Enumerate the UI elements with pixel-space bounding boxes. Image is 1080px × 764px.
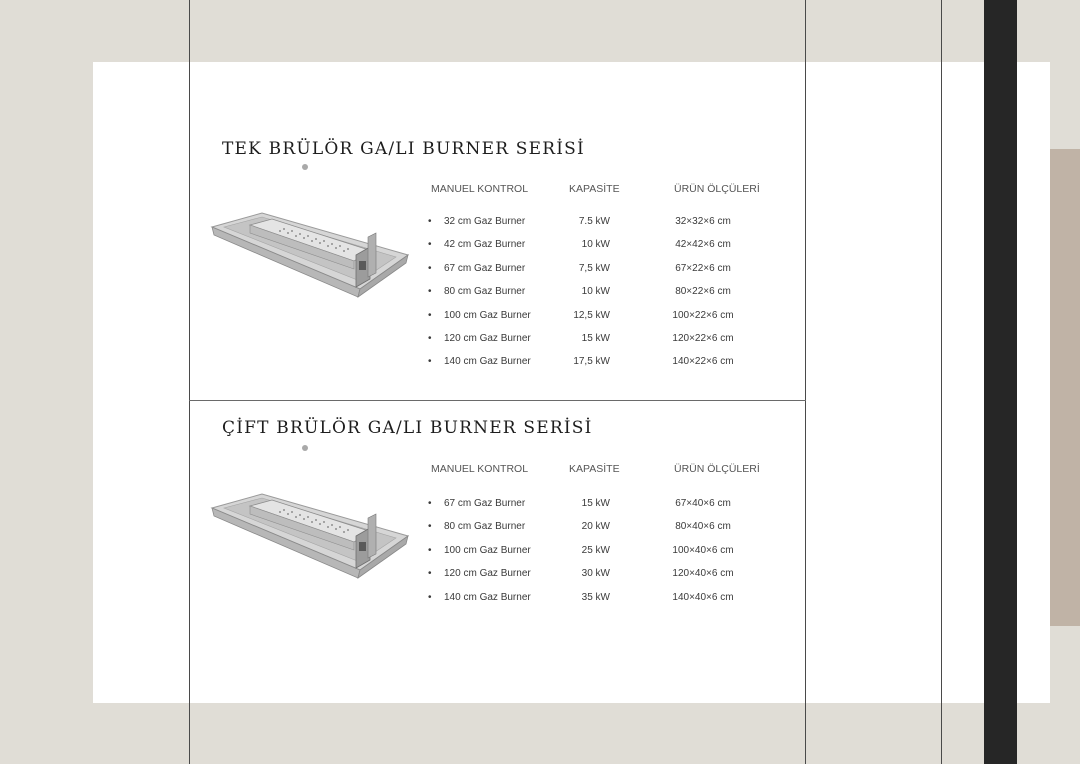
burner-capacity: 15 kW: [581, 498, 610, 509]
bullet-icon: •: [428, 591, 432, 603]
burner-dimensions: 42×42×6 cm: [675, 239, 731, 251]
header-capacity: KAPASİTE: [569, 183, 620, 195]
bullet-icon: •: [428, 521, 432, 533]
tan-accent-block: [1050, 149, 1080, 626]
list-item: [428, 216, 768, 232]
bullet-icon: •: [428, 333, 432, 344]
header-dimensions: ÜRÜN ÖLÇÜLERİ: [674, 463, 760, 475]
burner-capacity: 35 kW: [581, 591, 610, 603]
section-title-single: TEK BRÜLÖR GA/LI BURNER SERİSİ: [222, 139, 585, 159]
burner-name: 120 cm Gaz Burner: [444, 568, 531, 580]
list-item: [428, 592, 768, 608]
list-item: [428, 521, 768, 537]
list-item: [428, 333, 768, 349]
burner-dimensions: 100×22×6 cm: [672, 309, 734, 321]
burner-name: 140 cm Gaz Burner: [444, 356, 531, 368]
burner-capacity: 7.5 kW: [578, 216, 610, 227]
list-item: [428, 263, 768, 279]
section-divider: [189, 400, 806, 401]
burner-name: 42 cm Gaz Burner: [444, 239, 526, 251]
burner-name: 140 cm Gaz Burner: [444, 591, 531, 603]
burner-capacity: 30 kW: [581, 568, 610, 580]
burner-dimensions: 32×32×6 cm: [675, 216, 731, 227]
burner-dimensions: 67×40×6 cm: [675, 498, 731, 509]
list-item: [428, 545, 768, 561]
title-dot: [302, 445, 308, 451]
burner-dimensions: 120×22×6 cm: [672, 333, 734, 344]
list-item: [428, 310, 768, 326]
bullet-icon: •: [428, 262, 432, 274]
burner-capacity: 17,5 kW: [573, 356, 610, 368]
burner-capacity: 12,5 kW: [573, 309, 610, 321]
burner-capacity: 7,5 kW: [578, 262, 610, 274]
burner-dimensions: 67×22×6 cm: [675, 262, 731, 274]
burner-name: 100 cm Gaz Burner: [444, 544, 531, 556]
burner-dimensions: 80×22×6 cm: [675, 286, 731, 298]
burner-dimensions: 140×40×6 cm: [672, 591, 734, 603]
bullet-icon: •: [428, 568, 432, 580]
guide-line-left: [189, 0, 190, 764]
burner-dimensions: 100×40×6 cm: [672, 544, 734, 556]
bullet-icon: •: [428, 309, 432, 321]
guide-line-right: [941, 0, 942, 764]
burner-capacity: 10 kW: [581, 286, 610, 298]
list-item: [428, 498, 768, 514]
bullet-icon: •: [428, 498, 432, 509]
list-item: [428, 356, 768, 372]
burner-dimensions: 80×40×6 cm: [675, 521, 731, 533]
dark-side-bar: [984, 0, 1017, 764]
bullet-icon: •: [428, 239, 432, 251]
list-item: [428, 239, 768, 255]
burner-product-image: [210, 488, 410, 588]
list-item: [428, 286, 768, 302]
bullet-icon: •: [428, 356, 432, 368]
burner-capacity: 15 kW: [581, 333, 610, 344]
burner-name: 120 cm Gaz Burner: [444, 333, 531, 344]
burner-dimensions: 140×22×6 cm: [672, 356, 734, 368]
burner-name: 80 cm Gaz Burner: [444, 521, 526, 533]
header-dimensions: ÜRÜN ÖLÇÜLERİ: [674, 183, 760, 195]
section-title-double: ÇİFT BRÜLÖR GA/LI BURNER SERİSİ: [222, 418, 593, 438]
title-dot: [302, 164, 308, 170]
burner-dimensions: 120×40×6 cm: [672, 568, 734, 580]
guide-line-mid: [805, 0, 806, 764]
burner-capacity: 20 kW: [581, 521, 610, 533]
burner-capacity: 10 kW: [581, 239, 610, 251]
header-manual-control: MANUEL KONTROL: [431, 183, 529, 195]
header-capacity: KAPASİTE: [569, 463, 620, 475]
burner-capacity: 25 kW: [581, 544, 610, 556]
burner-name: 67 cm Gaz Burner: [444, 498, 526, 509]
list-item: [428, 568, 768, 584]
bullet-icon: •: [428, 216, 432, 227]
bullet-icon: •: [428, 286, 432, 298]
burner-name: 80 cm Gaz Burner: [444, 286, 526, 298]
burner-name: 100 cm Gaz Burner: [444, 309, 531, 321]
burner-name: 32 cm Gaz Burner: [444, 216, 526, 227]
bullet-icon: •: [428, 544, 432, 556]
burner-name: 67 cm Gaz Burner: [444, 262, 526, 274]
burner-product-image: [210, 207, 410, 307]
header-manual-control: MANUEL KONTROL: [431, 463, 529, 475]
